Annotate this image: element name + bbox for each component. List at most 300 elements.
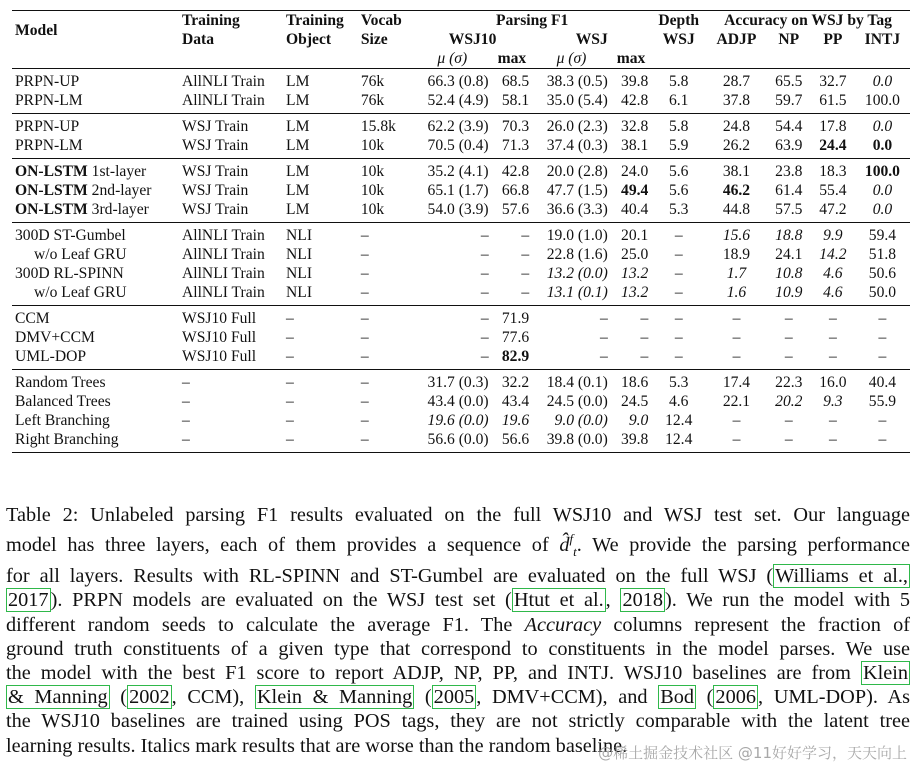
cell-model: w/o Leaf GRU [34, 246, 127, 263]
cell-wmu: 20.0 (2.8) [532, 159, 611, 182]
caption-line-10: learning results. Italics mark results that are worse than the random baseline. [6, 734, 628, 757]
col-parsing-f1: Parsing F1 [495, 12, 569, 29]
cell-wmu: 9.0 (0.0) [554, 412, 608, 429]
cell-intj: 0.0 [855, 69, 910, 92]
cell-data: WSJ10 Full [179, 306, 283, 329]
cell-wmax: 25.0 [621, 246, 649, 263]
cell-model: Random Trees [12, 370, 179, 393]
cell-wmu: 37.4 (0.3) [546, 137, 608, 154]
cell-w10max: 68.5 [492, 69, 533, 92]
cell-obj: – [283, 370, 358, 393]
cell-adjp: – [732, 431, 741, 448]
cell-intj: 55.9 [868, 393, 897, 410]
caption-l2b: . We provide the parsing performance [576, 533, 911, 556]
caption-line-6: ground truth constituents of a given type that correspond to constituents in the model parses. We use [6, 637, 910, 660]
cell-model: 300D ST-Gumbel [12, 223, 179, 246]
cell-model: Left Branching [15, 412, 110, 429]
cell-model: w/o Leaf GRU [34, 284, 127, 301]
cell-wmu: 26.0 (2.3) [532, 114, 611, 137]
cell-obj: LM [286, 137, 310, 154]
cell-w10mu: – [480, 265, 489, 282]
cell-vocab: 10k [358, 159, 413, 182]
cell-np: 63.9 [775, 137, 803, 154]
cell-wmax: – [640, 348, 649, 365]
cell-model: 300D RL-SPINN [15, 265, 124, 282]
table-row [12, 91, 910, 114]
caption-l8b: , CCM), [171, 686, 255, 709]
cell-depth: – [651, 223, 706, 246]
caption-l3a: for all layers. Results with RL-SPINN and ST-Gumbel are evaluated on the full WSJ ( [6, 565, 774, 588]
cell-wmax: 13.2 [621, 284, 649, 301]
caption-line-4 [6, 588, 910, 612]
cell-wmax: 49.4 [621, 182, 649, 199]
table-row [12, 411, 910, 430]
cell-adjp: – [732, 412, 741, 429]
table-row [12, 306, 910, 329]
table-row [12, 392, 910, 411]
cell-intj: – [878, 412, 887, 429]
cell-adjp: 26.2 [722, 137, 751, 154]
cell-vocab: 15.8k [358, 114, 413, 137]
cell-vocab: – [360, 412, 369, 429]
cell-w10mu: 66.3 (0.8) [413, 69, 492, 92]
caption-line-1: Table 2: Unlabeled parsing F1 results evaluated on the full WSJ10 and WSJ test set. Our language [6, 504, 910, 526]
cell-wmu: 13.1 (0.1) [546, 284, 608, 301]
cell-pp: – [811, 306, 855, 329]
citation-htut[interactable]: Htut et al. [513, 589, 604, 612]
col-training-object-l2: Object [286, 31, 332, 48]
caption-math-d: d̂ [559, 533, 570, 556]
cell-np: 24.1 [775, 246, 803, 263]
cell-np: 10.9 [775, 284, 803, 301]
cell-obj: NLI [286, 284, 313, 301]
table-row [12, 430, 910, 453]
table-row [12, 370, 910, 393]
table-row [12, 200, 910, 223]
cell-vocab: – [358, 370, 413, 393]
cell-intj: 0.0 [855, 114, 910, 137]
cell-vocab: – [360, 329, 369, 346]
cell-depth: 5.3 [651, 370, 706, 393]
cell-wmu: – [532, 306, 611, 329]
cell-adjp: 37.8 [722, 92, 751, 109]
cell-adjp: 1.6 [726, 284, 747, 301]
cell-obj: – [286, 431, 294, 448]
cell-vocab: 76k [358, 69, 413, 92]
cell-pp: 61.5 [819, 92, 847, 109]
model-name-bold: ON-LSTM [15, 163, 88, 180]
cell-pp: 47.2 [819, 201, 847, 218]
cell-vocab: – [358, 223, 413, 246]
col-training-data [179, 11, 283, 50]
col-vocab-l2: Size [360, 31, 388, 48]
cell-wmax: 40.4 [621, 201, 649, 218]
cell-data: WSJ10 Full [182, 329, 257, 346]
cell-data: – [182, 412, 190, 429]
cell-intj: 51.8 [868, 246, 897, 263]
cell-adjp: 18.9 [722, 246, 751, 263]
cell-data: – [179, 370, 283, 393]
caption-l8e: ( [696, 686, 714, 709]
cell-w10mu: 43.4 (0.0) [427, 393, 489, 410]
col-intj: INTJ [864, 31, 901, 48]
cell-wmu: 13.2 (0.0) [546, 265, 608, 282]
cell-data: AllNLI Train [179, 69, 283, 92]
cell-data: WSJ Train [182, 182, 249, 199]
header-row-3 [12, 49, 910, 69]
cell-data: – [182, 431, 190, 448]
cell-obj: LM [283, 69, 358, 92]
cell-w10mu: 62.2 (3.9) [413, 114, 492, 137]
cell-np: 10.8 [775, 265, 803, 282]
cell-model: PRPN-LM [15, 92, 83, 109]
cell-obj: – [286, 412, 294, 429]
cell-data: WSJ10 Full [182, 348, 257, 365]
cell-w10max: 77.6 [501, 329, 530, 346]
cell-depth: 5.8 [651, 69, 706, 92]
cell-data: WSJ Train [179, 114, 283, 137]
col-vocab-l1: Vocab [360, 12, 402, 29]
cell-np: – [784, 329, 793, 346]
cell-pp: 9.3 [823, 393, 843, 410]
results-body [12, 69, 910, 453]
cell-wmu: 22.8 (1.6) [546, 246, 608, 263]
cell-w10mu: – [480, 284, 489, 301]
table-row [12, 223, 910, 246]
cell-adjp: 24.8 [706, 114, 767, 137]
cell-intj: – [878, 348, 887, 365]
cell-wmax: 38.1 [621, 137, 649, 154]
cell-depth: – [674, 246, 683, 263]
cell-model: Balanced Trees [15, 393, 111, 410]
cell-w10max: – [521, 265, 530, 282]
cell-intj: 100.0 [855, 159, 910, 182]
cell-data: – [182, 393, 190, 410]
cell-w10max: – [521, 246, 530, 263]
cell-wmu: 47.7 (1.5) [546, 182, 608, 199]
caption-l4b: , [605, 589, 621, 612]
caption-l5-accuracy: Accuracy [524, 613, 602, 636]
cell-w10max: 56.6 [501, 431, 530, 448]
header-spacer-2 [651, 49, 910, 69]
caption-l8c: ( [414, 686, 432, 709]
cell-depth: – [674, 265, 683, 282]
cell-adjp: 28.7 [706, 69, 767, 92]
cell-intj: 50.0 [868, 284, 897, 301]
cell-depth: 12.4 [665, 412, 693, 429]
cell-w10mu: – [413, 306, 492, 329]
cell-pp: 18.3 [811, 159, 855, 182]
cell-w10mu: 31.7 (0.3) [413, 370, 492, 393]
header-spacer [12, 49, 413, 69]
cell-depth: 5.9 [668, 137, 689, 154]
cell-wmax: 32.8 [611, 114, 652, 137]
col-np: NP [778, 31, 800, 48]
cell-pp: 9.9 [811, 223, 855, 246]
cell-obj: NLI [283, 223, 358, 246]
cell-w10mu: 65.1 (1.7) [427, 182, 489, 199]
col-wsj10-max: max [497, 50, 527, 67]
cell-vocab: – [360, 348, 369, 365]
cell-obj: LM [283, 159, 358, 182]
cell-intj: 40.4 [855, 370, 910, 393]
cell-depth: 6.1 [668, 92, 689, 109]
cell-obj: NLI [286, 265, 313, 282]
cell-pp: – [828, 348, 837, 365]
col-wsj-max: max [616, 50, 646, 67]
caption-l8d: , DMV+CCM), and [476, 686, 659, 709]
model-name-suffix: 3rd-layer [87, 201, 149, 218]
cell-w10mu: – [480, 246, 489, 263]
cell-pp: 14.2 [819, 246, 847, 263]
col-training-object [283, 11, 358, 50]
table-row [12, 136, 910, 159]
caption-line-9: the WSJ10 baselines are trained using POS tags, they are not strictly comparable with the latent tree [6, 710, 910, 733]
citation-bod[interactable]: Bod [660, 686, 695, 709]
table-row [12, 159, 910, 182]
cell-adjp: 44.8 [722, 201, 751, 218]
table-row [12, 328, 910, 347]
cell-intj: 0.0 [872, 137, 893, 154]
caption-line-7 [6, 661, 910, 685]
cell-wmax: 39.8 [611, 69, 652, 92]
cell-wmu: 36.6 (3.3) [546, 201, 608, 218]
table-row [12, 283, 910, 306]
cell-model: PRPN-UP [12, 114, 179, 137]
cell-pp: 4.6 [823, 284, 843, 301]
cell-wmax: 13.2 [621, 265, 649, 282]
cell-wmu: 38.3 (0.5) [532, 69, 611, 92]
cell-adjp: 17.4 [706, 370, 767, 393]
cell-adjp: – [732, 348, 741, 365]
cell-intj: – [878, 431, 887, 448]
caption-l7a: the model with the best F1 score to report ADJP, NP, PP, and INTJ. WSJ10 baselines are from [6, 662, 861, 685]
cell-depth: – [674, 329, 683, 346]
caption-l5: different random seeds to calculate the average F1. The [6, 613, 525, 636]
cell-vocab: – [358, 306, 413, 329]
cell-w10max: 71.9 [492, 306, 533, 329]
table-row [12, 245, 910, 264]
table-row [12, 181, 910, 200]
cell-model: CCM [12, 306, 179, 329]
cell-w10max: 42.8 [492, 159, 533, 182]
cell-wmu: 39.8 (0.0) [546, 431, 608, 448]
cell-vocab: – [360, 284, 369, 301]
cell-pp: – [828, 412, 837, 429]
cell-pp: 55.4 [819, 182, 847, 199]
cell-model [12, 159, 179, 182]
cell-wmu: 19.0 (1.0) [532, 223, 611, 246]
cell-data: AllNLI Train [179, 223, 283, 246]
cell-obj: LM [286, 92, 310, 109]
cell-np: 65.5 [767, 69, 811, 92]
cell-wmax: 42.8 [621, 92, 649, 109]
citation-klein-manning-2[interactable]: Klein & Manning [256, 686, 413, 709]
cell-intj: – [878, 329, 887, 346]
cell-w10max: 58.1 [501, 92, 530, 109]
cell-model [12, 200, 179, 223]
citation-2006[interactable]: 2006 [715, 686, 756, 709]
cell-model: UML-DOP [15, 348, 87, 365]
cell-w10max: 32.2 [492, 370, 533, 393]
cell-depth: – [674, 284, 683, 301]
caption-line-2: model has three layers, each of them provides a sequence of d̂$^f_t$. We provide the parsing performance [6, 531, 911, 560]
cell-model [12, 181, 179, 200]
cell-pp: – [828, 431, 837, 448]
cell-vocab: 10k [360, 201, 385, 218]
cell-wmu: 35.0 (5.4) [546, 92, 608, 109]
cell-obj: LM [283, 114, 358, 137]
cell-wmax: 39.8 [621, 431, 649, 448]
col-depth-l2: WSJ [662, 31, 695, 48]
cell-w10max: 71.3 [501, 137, 530, 154]
citation-klein[interactable]: Klein [862, 662, 908, 685]
col-training-data-l1: Training [182, 12, 240, 29]
cell-obj: – [286, 329, 294, 346]
table-row [12, 114, 910, 137]
cell-wmu: 18.4 (0.1) [532, 370, 611, 393]
cell-data: WSJ Train [182, 201, 249, 218]
header-row-1 [12, 11, 910, 31]
cell-np: – [784, 431, 793, 448]
cell-wmax: 24.0 [611, 159, 652, 182]
cell-np: 54.4 [767, 114, 811, 137]
cell-np: – [767, 306, 811, 329]
cell-obj: – [283, 306, 358, 329]
col-pp: PP [823, 31, 843, 48]
cell-w10max: 82.9 [501, 348, 530, 365]
cell-data: AllNLI Train [182, 246, 265, 263]
cell-vocab: – [360, 431, 369, 448]
watermark: @稀土掘金技术社区 @11好好学习，天天向上 [598, 744, 907, 762]
cell-pp: 4.6 [823, 265, 843, 282]
cell-w10mu: 35.2 (4.1) [413, 159, 492, 182]
col-wsj10: WSJ10 [448, 31, 497, 48]
cell-depth: 4.6 [668, 393, 689, 410]
cell-w10max: – [521, 284, 530, 301]
citation-klein-manning[interactable]: & Manning [8, 686, 108, 709]
cell-pp: – [828, 329, 837, 346]
model-name-bold: ON-LSTM [15, 201, 88, 218]
cell-depth: 5.6 [668, 182, 689, 199]
cell-pp: 17.8 [811, 114, 855, 137]
cell-vocab: – [360, 393, 369, 410]
cell-wmax: 20.1 [611, 223, 652, 246]
col-vocab [358, 11, 413, 50]
cell-wmax: 24.5 [621, 393, 649, 410]
cell-model: Right Branching [15, 431, 119, 448]
cell-obj: NLI [286, 246, 313, 263]
caption-line-3 [6, 564, 910, 588]
cell-wmu: – [600, 348, 608, 365]
caption-line-5 [6, 613, 910, 637]
cell-w10mu: – [480, 329, 489, 346]
cell-w10mu: 56.6 (0.0) [427, 431, 489, 448]
cell-obj: LM [286, 182, 310, 199]
col-accuracy: Accuracy on WSJ by Tag [724, 12, 892, 29]
cell-data: AllNLI Train [182, 265, 265, 282]
cell-wmu: 24.5 (0.0) [546, 393, 608, 410]
cell-depth: – [674, 348, 683, 365]
model-name-suffix: 1st-layer [87, 163, 147, 180]
col-model: Model [15, 21, 58, 39]
cell-wmax: 18.6 [611, 370, 652, 393]
cell-adjp: 46.2 [722, 182, 751, 199]
cell-wmax: – [640, 329, 649, 346]
cell-wmax: 9.0 [628, 412, 649, 429]
citation-htut-year[interactable]: 2018 [622, 589, 664, 612]
cell-np: 22.3 [767, 370, 811, 393]
caption-l2a: model has three layers, each of them provides a sequence of [6, 533, 560, 556]
col-depth [651, 11, 706, 50]
col-depth-l1: Depth [658, 12, 700, 29]
cell-w10max: 70.3 [492, 114, 533, 137]
cell-np: 18.8 [767, 223, 811, 246]
cell-vocab: 10k [360, 182, 385, 199]
cell-w10max: 19.6 [501, 412, 530, 429]
table-row [12, 347, 910, 370]
caption-l4a: ). PRPN models are evaluated on the WSJ test set ( [50, 589, 512, 612]
col-wsj: WSJ [575, 31, 608, 48]
cell-vocab: – [360, 246, 369, 263]
col-training-data-l2: Data [182, 31, 215, 48]
results-table [12, 10, 910, 453]
cell-intj: 100.0 [864, 92, 900, 109]
cell-obj: – [286, 348, 294, 365]
cell-np: 23.8 [767, 159, 811, 182]
cell-intj: 0.0 [872, 182, 893, 199]
cell-intj: 59.4 [855, 223, 910, 246]
cell-depth: – [651, 306, 706, 329]
cell-depth: 5.8 [651, 114, 706, 137]
cell-depth: 12.4 [665, 431, 693, 448]
cell-intj: – [855, 306, 910, 329]
cell-np: 61.4 [775, 182, 803, 199]
cell-data: WSJ Train [182, 137, 249, 154]
citation-williams-year[interactable]: 2017 [8, 589, 49, 612]
cell-np: 20.2 [775, 393, 803, 410]
cell-np: – [784, 348, 793, 365]
col-wsj10-mu: μ (σ) [437, 50, 468, 67]
cell-adjp: 1.7 [726, 265, 747, 282]
cell-vocab: 10k [360, 137, 385, 154]
cell-w10mu: – [413, 223, 492, 246]
cell-data: AllNLI Train [182, 92, 265, 109]
cell-model: PRPN-UP [12, 69, 179, 92]
cell-adjp: – [706, 306, 767, 329]
cell-depth: 5.3 [668, 201, 689, 218]
cell-pp: 16.0 [811, 370, 855, 393]
cell-np: – [784, 412, 793, 429]
cell-depth: 5.6 [651, 159, 706, 182]
cell-w10max: 57.6 [501, 201, 530, 218]
cell-obj: LM [286, 201, 310, 218]
citation-2005[interactable]: 2005 [433, 686, 475, 709]
col-training-object-l1: Training [286, 12, 344, 29]
cell-adjp: – [732, 329, 741, 346]
model-name-bold: ON-LSTM [15, 182, 88, 199]
cell-np: 59.7 [775, 92, 803, 109]
cell-adjp: 15.6 [706, 223, 767, 246]
citation-2002[interactable]: 2002 [129, 686, 170, 709]
cell-w10max: – [492, 223, 533, 246]
cell-vocab: 76k [360, 92, 385, 109]
table-caption [6, 503, 910, 758]
cell-w10max: 43.4 [501, 393, 530, 410]
cell-wmu: – [600, 329, 608, 346]
caption-line-8 [6, 685, 910, 709]
citation-williams[interactable]: Williams et al., [775, 565, 908, 588]
